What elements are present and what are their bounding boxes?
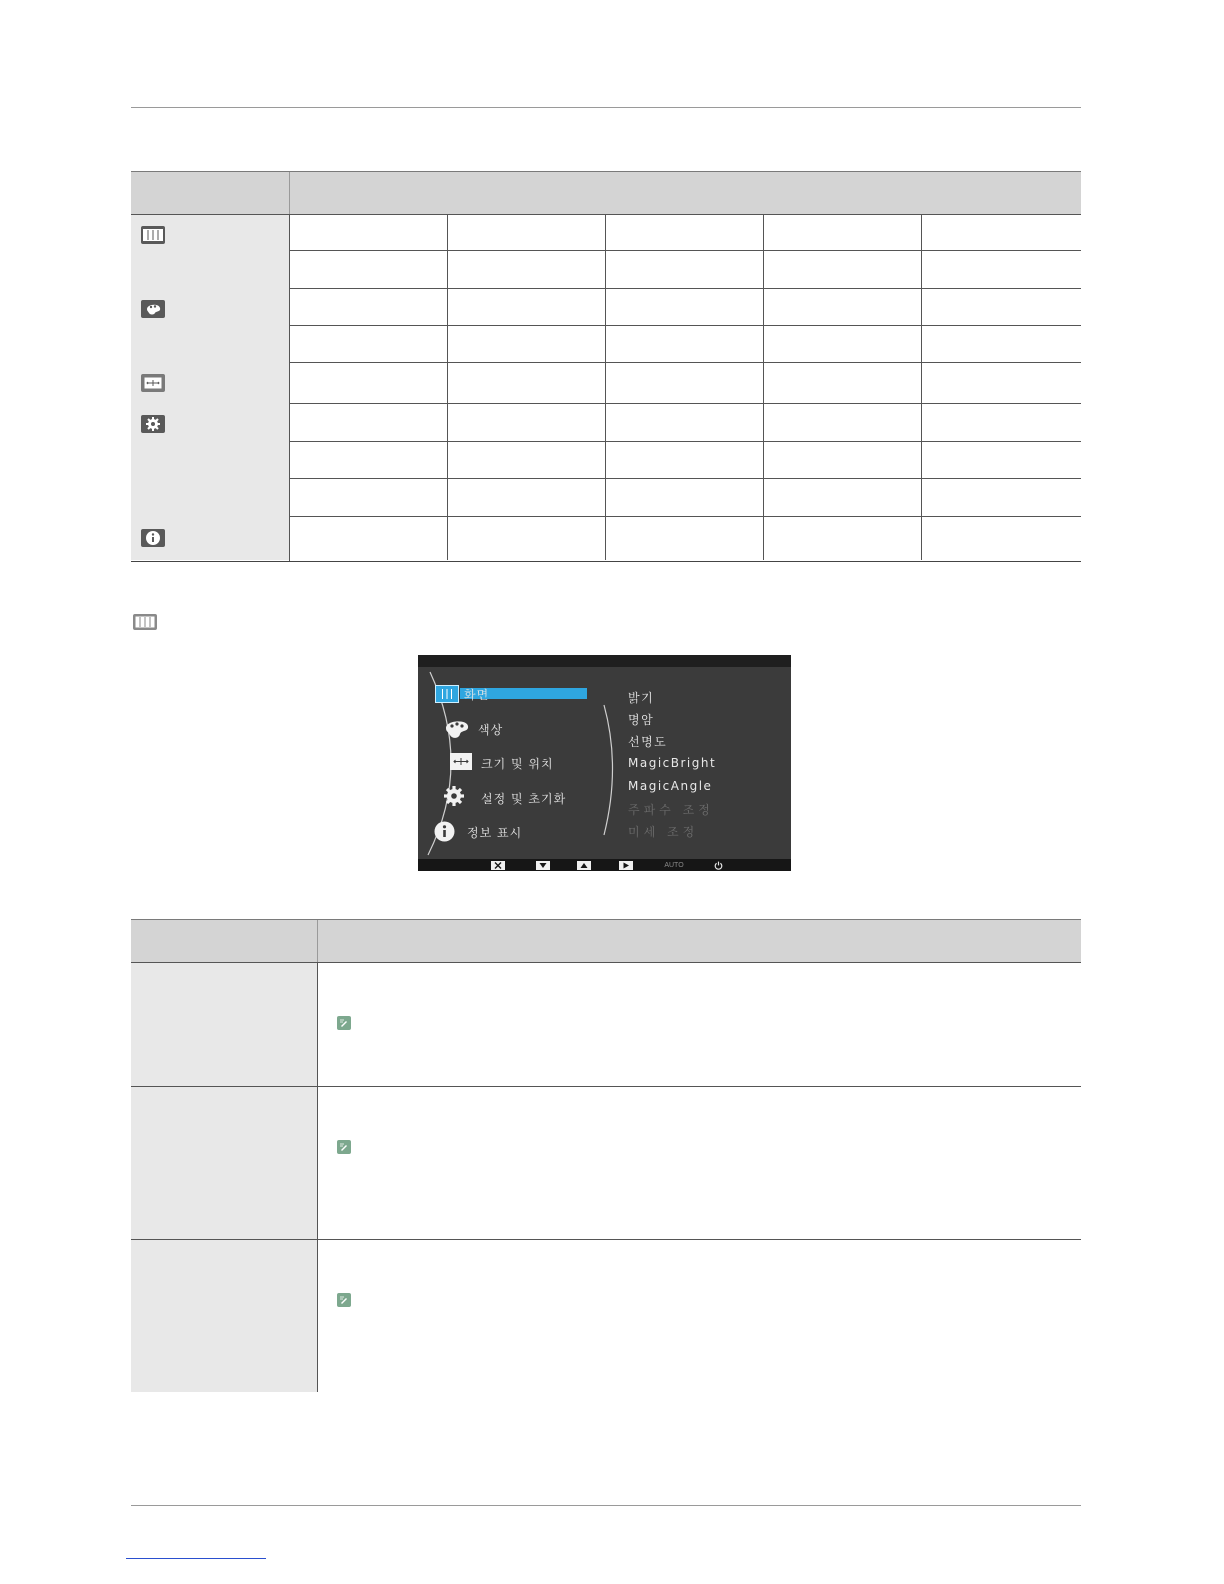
power-icon[interactable] <box>712 861 724 870</box>
footer-link-underline[interactable] <box>126 1558 266 1559</box>
note-icon <box>337 1140 351 1154</box>
osd-sub-item-contrast[interactable]: 명암 <box>628 713 655 727</box>
table-cell <box>764 215 922 251</box>
table-cell <box>448 215 606 251</box>
osd-monitor-icon <box>435 685 459 703</box>
osd-sub-item-magicangle[interactable]: MagicAngle <box>628 779 713 793</box>
picture-settings-table <box>131 919 1081 1392</box>
table-cell <box>922 251 1081 289</box>
down-arrow-icon[interactable] <box>536 861 550 870</box>
table-cell <box>448 517 606 560</box>
info-icon <box>141 529 165 547</box>
table-cell <box>290 363 448 404</box>
table-header <box>131 920 1081 963</box>
table-cell <box>448 404 606 442</box>
row-description-cell <box>318 1087 1081 1239</box>
table-cell <box>764 289 922 326</box>
osd-info-icon <box>434 821 455 842</box>
table-cell <box>922 404 1081 442</box>
row-label-cell <box>131 1087 317 1239</box>
table-cell <box>764 326 922 363</box>
table-cell <box>448 289 606 326</box>
osd-sub-item-coarse: 주파수 조정 <box>628 803 714 817</box>
osd-main-item-information[interactable]: 정보 표시 <box>467 826 523 840</box>
row-description-cell <box>318 963 1081 1086</box>
table-cell <box>764 442 922 479</box>
row-group-information <box>131 517 289 560</box>
top-rule <box>131 107 1081 108</box>
enter-arrow-icon[interactable] <box>619 861 633 870</box>
osd-gear-icon <box>443 785 465 807</box>
table-cell <box>606 251 764 289</box>
palette-icon <box>141 300 165 318</box>
table-cell <box>922 289 1081 326</box>
table-cell <box>764 251 922 289</box>
table-cell <box>448 363 606 404</box>
table-cell <box>764 363 922 404</box>
row-description-cell <box>318 1240 1081 1392</box>
table-cell <box>290 479 448 517</box>
table-cell <box>764 517 922 560</box>
table-cell <box>764 404 922 442</box>
table-cell <box>922 442 1081 479</box>
bottom-rule <box>131 1505 1081 1506</box>
up-arrow-icon[interactable] <box>577 861 591 870</box>
table-cell <box>922 363 1081 404</box>
table-cell <box>606 326 764 363</box>
osd-button-bar <box>418 859 791 871</box>
table-cell <box>606 479 764 517</box>
table-cell <box>922 215 1081 251</box>
table-cell <box>290 289 448 326</box>
osd-main-item-picture[interactable]: 화면 <box>464 688 490 702</box>
table-cell <box>448 442 606 479</box>
osd-main-item-color[interactable]: 색상 <box>478 723 504 737</box>
osd-palette-icon <box>443 718 471 740</box>
table-cell <box>448 479 606 517</box>
table-cell <box>290 251 448 289</box>
osd-menu-screenshot <box>418 655 791 871</box>
table-cell <box>922 479 1081 517</box>
osd-sub-item-brightness[interactable]: 밝기 <box>628 691 655 705</box>
note-icon <box>337 1016 351 1030</box>
table-cell <box>290 517 448 560</box>
menu-overview-table <box>131 171 1081 562</box>
row-label-cell <box>131 963 317 1086</box>
table-cell <box>922 326 1081 363</box>
table-cell <box>606 404 764 442</box>
table-cell <box>448 251 606 289</box>
table-cell <box>606 363 764 404</box>
close-icon[interactable] <box>491 861 505 870</box>
table-cell <box>606 215 764 251</box>
row-group-setup-reset <box>131 404 289 518</box>
table-cell <box>448 326 606 363</box>
table-cell <box>606 517 764 560</box>
table-cell <box>290 442 448 479</box>
table-header <box>131 172 1081 215</box>
osd-position-icon <box>450 753 472 770</box>
table-cell <box>290 404 448 442</box>
table-cell <box>606 289 764 326</box>
osd-sub-item-sharpness[interactable]: 선명도 <box>628 735 668 749</box>
table-cell <box>764 479 922 517</box>
row-group-picture <box>131 215 289 290</box>
table-cell <box>606 442 764 479</box>
row-label-cell <box>131 1240 317 1392</box>
table-cell <box>922 517 1081 560</box>
osd-sub-item-fine: 미세 조정 <box>628 825 699 839</box>
row-group-size-position <box>131 363 289 405</box>
auto-button[interactable]: AUTO <box>664 862 684 869</box>
monitor-icon <box>141 226 165 244</box>
picture-menu-icon <box>133 614 157 630</box>
table-cell <box>290 215 448 251</box>
note-icon <box>337 1293 351 1307</box>
osd-main-item-setup-reset[interactable]: 설정 및 초기화 <box>481 792 567 806</box>
position-icon <box>141 374 165 392</box>
gear-icon <box>141 415 165 433</box>
table-cell <box>290 326 448 363</box>
osd-main-item-size-position[interactable]: 크기 및 위치 <box>481 757 554 771</box>
row-group-color <box>131 289 289 364</box>
osd-sub-item-magicbright[interactable]: MagicBright <box>628 756 717 770</box>
